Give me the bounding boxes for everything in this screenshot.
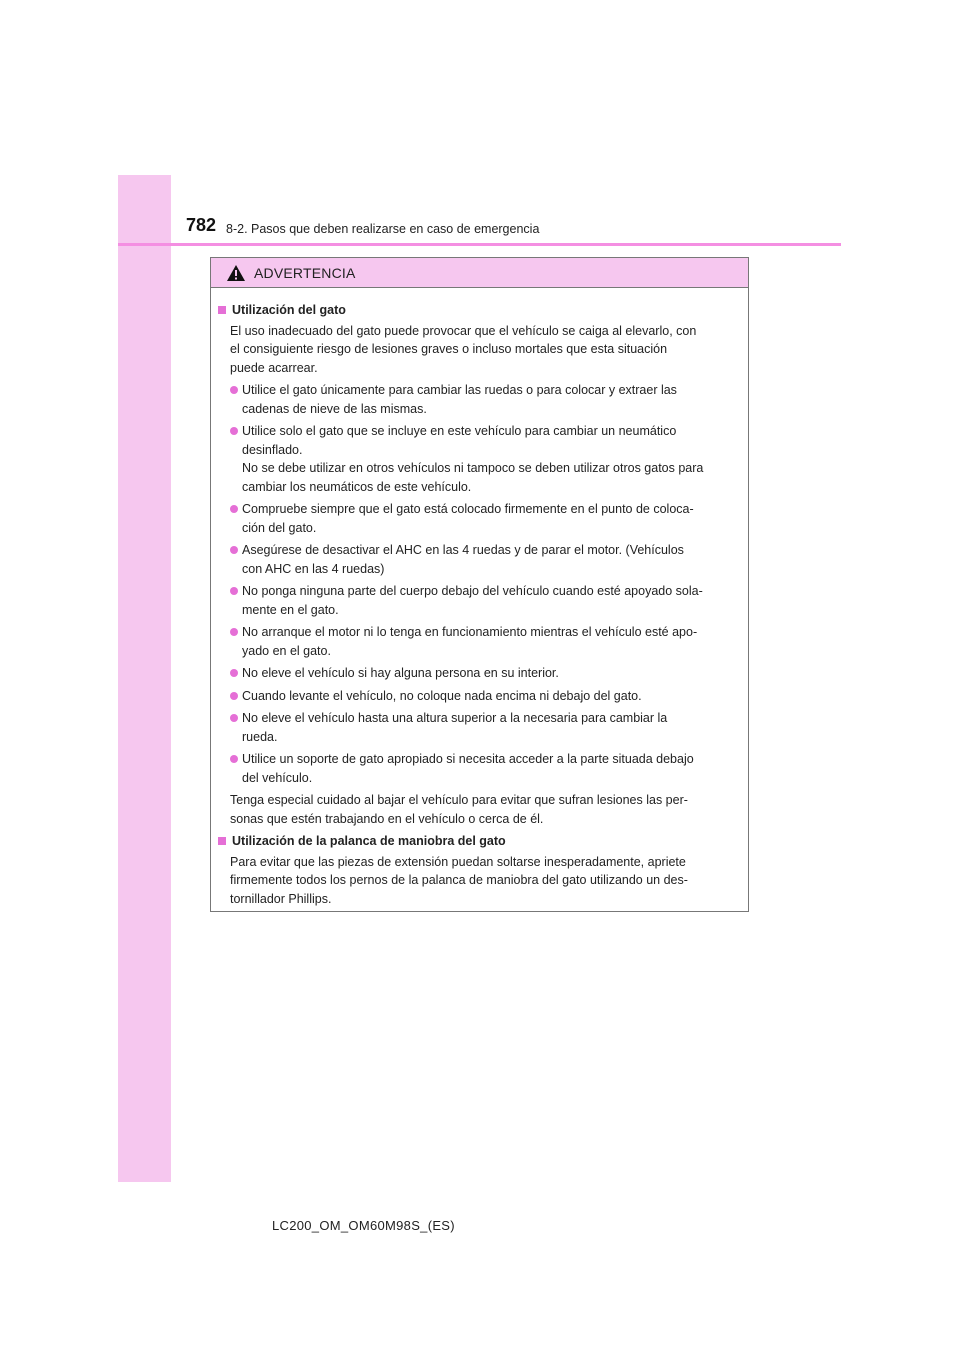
section-heading-jack-handle: Utilización de la palanca de maniobra del gato: [218, 832, 741, 851]
bullet-item: Cuando levante el vehículo, no coloque nada encima ni debajo del gato.: [218, 687, 741, 706]
bullet-item: Compruebe siempre que el gato está colocado firmemente en el punto de coloca- ción del gato.: [218, 500, 741, 537]
section-heading-jack: Utilización del gato: [218, 301, 741, 320]
sidebar-tab: [118, 175, 171, 1182]
bullet-item: No ponga ninguna parte del cuerpo debajo del vehículo cuando esté apoyado sola- mente en el gato.: [218, 582, 741, 619]
header-rule: [118, 243, 841, 246]
circle-bullet-icon: [230, 386, 238, 394]
warning-triangle-icon: [226, 264, 246, 282]
warning-box: [210, 257, 749, 912]
page-number: 782: [186, 215, 217, 235]
bullet-item: Asegúrese de desactivar el AHC en las 4 ruedas y de parar el motor. (Vehículos con AHC en las 4 ruedas): [218, 541, 741, 578]
circle-bullet-icon: [230, 587, 238, 595]
warning-title: ADVERTENCIA: [254, 264, 356, 281]
circle-bullet-icon: [230, 714, 238, 722]
closing-paragraph: Tenga especial cuidado al bajar el vehículo para evitar que sufran lesiones las per- sonas que estén trabajando en el vehículo o cerca de él.: [230, 793, 688, 826]
bullet-item: Utilice el gato únicamente para cambiar las ruedas o para colocar y extraer las cadenas de nieve de las mismas.: [218, 381, 741, 418]
bullet-item: Utilice solo el gato que se incluye en este vehículo para cambiar un neumático desinflado. No se debe utilizar en otros vehículos ni tampoco se deben utilizar otros gatos para cambiar los neumáticos de este vehículo.: [218, 422, 741, 496]
square-bullet-icon: [218, 837, 226, 845]
bullet-item: Utilice un soporte de gato apropiado si necesita acceder a la parte situada debajo del vehículo.: [218, 750, 741, 787]
bullet-item: No eleve el vehículo hasta una altura superior a la necesaria para cambiar la rueda.: [218, 709, 741, 746]
document-code: LC200_OM_OM60M98S_(ES): [272, 1218, 455, 1233]
circle-bullet-icon: [230, 669, 238, 677]
circle-bullet-icon: [230, 755, 238, 763]
warning-header: [211, 258, 748, 288]
intro-paragraph: El uso inadecuado del gato puede provocar que el vehículo se caiga al elevarlo, con el consiguiente riesgo de lesiones graves o incluso mortales que esta situación puede acarrear.: [230, 323, 697, 375]
section-title: 8-2. Pasos que deben realizarse en caso de emergencia: [226, 222, 540, 236]
bullet-item: No arranque el motor ni lo tenga en funcionamiento mientras el vehículo esté apo- yado en el gato.: [218, 623, 741, 660]
circle-bullet-icon: [230, 505, 238, 513]
warning-body: [211, 288, 748, 908]
circle-bullet-icon: [230, 628, 238, 636]
circle-bullet-icon: [230, 692, 238, 700]
jack-handle-paragraph: Para evitar que las piezas de extensión puedan soltarse inesperadamente, apriete firmemente todos los pernos de la palanca de maniobra del gato utilizando un des- tornillador Phillips.: [230, 854, 688, 906]
bullet-item: No eleve el vehículo si hay alguna persona en su interior.: [218, 664, 741, 683]
circle-bullet-icon: [230, 427, 238, 435]
square-bullet-icon: [218, 306, 226, 314]
circle-bullet-icon: [230, 546, 238, 554]
